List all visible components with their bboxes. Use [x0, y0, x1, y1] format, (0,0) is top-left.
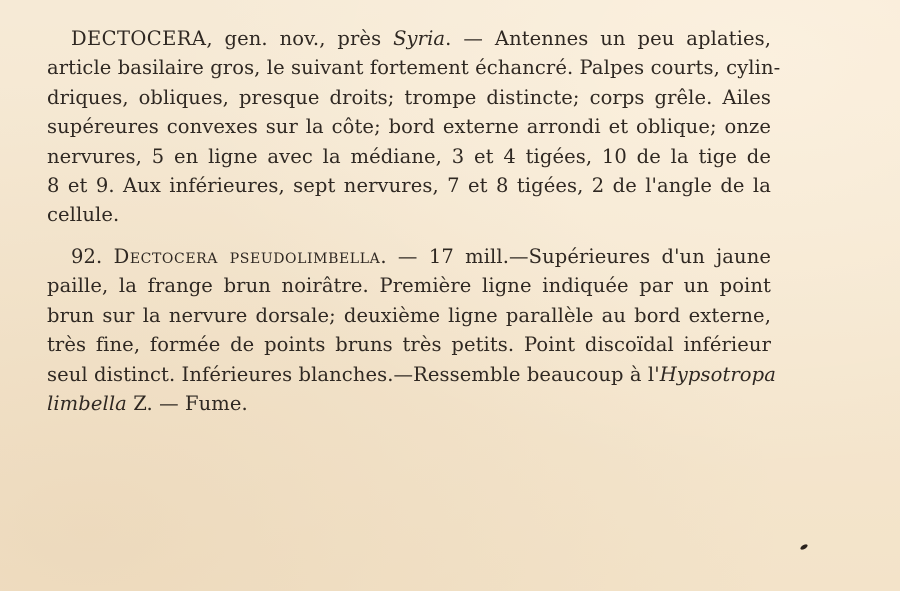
text-span: Z. — Fume. — [126, 392, 248, 416]
locality-name: Syria — [393, 27, 446, 50]
species-description-paragraph — [47, 242, 776, 418]
text-span: . — 17 mill.—Supérieures d'un jaune — [380, 245, 771, 268]
text-line: cellule. — [47, 203, 120, 227]
text-span: seul distinct. Inférieures blanches.—Ressemble beaucoup à l' — [47, 362, 660, 386]
text-line: très fine, formée de points bruns très petits. Point discoïdal inférieur — [47, 333, 771, 357]
text-span: . — Antennes un peu aplaties, — [445, 27, 771, 50]
text-line: 8 et 9. Aux inférieures, sept nervures, 7 et 8 tigées, 2 de l'angle de la — [47, 174, 771, 198]
species-number: 92. — [71, 245, 114, 268]
text-line — [47, 242, 771, 271]
text-line: article basilaire gros, le suivant fortement échancré. Palpes courts, cylin- — [47, 56, 781, 80]
text-line — [47, 360, 776, 389]
species-name: Dectocera pseudolimbella — [113, 245, 381, 268]
genus-description-paragraph — [47, 24, 781, 230]
genus-name: DECTOCERA — [71, 27, 207, 50]
text-line: nervures, 5 en ligne avec la médiane, 3 et 4 tigées, 10 de la tige de — [47, 144, 771, 168]
text-line — [47, 24, 771, 53]
text-line — [47, 389, 771, 418]
text-span: , gen. nov., près — [206, 27, 394, 50]
line-indent — [47, 27, 71, 50]
species-reference: limbella — [47, 392, 127, 416]
genus-reference: Hypsotropa — [659, 362, 776, 386]
text-line: brun sur la nervure dorsale; deuxième ligne parallèle au bord externe, — [47, 303, 771, 327]
ink-speck — [800, 543, 809, 550]
line-indent — [47, 245, 71, 268]
text-line: driques, obliques, presque droits; trompe distincte; corps grêle. Ailes — [47, 85, 771, 109]
text-line: paille, la frange brun noirâtre. Première ligne indiquée par un point — [47, 274, 771, 298]
text-line: supéreures convexes sur la côte; bord externe arrondi et oblique; onze — [47, 115, 771, 139]
